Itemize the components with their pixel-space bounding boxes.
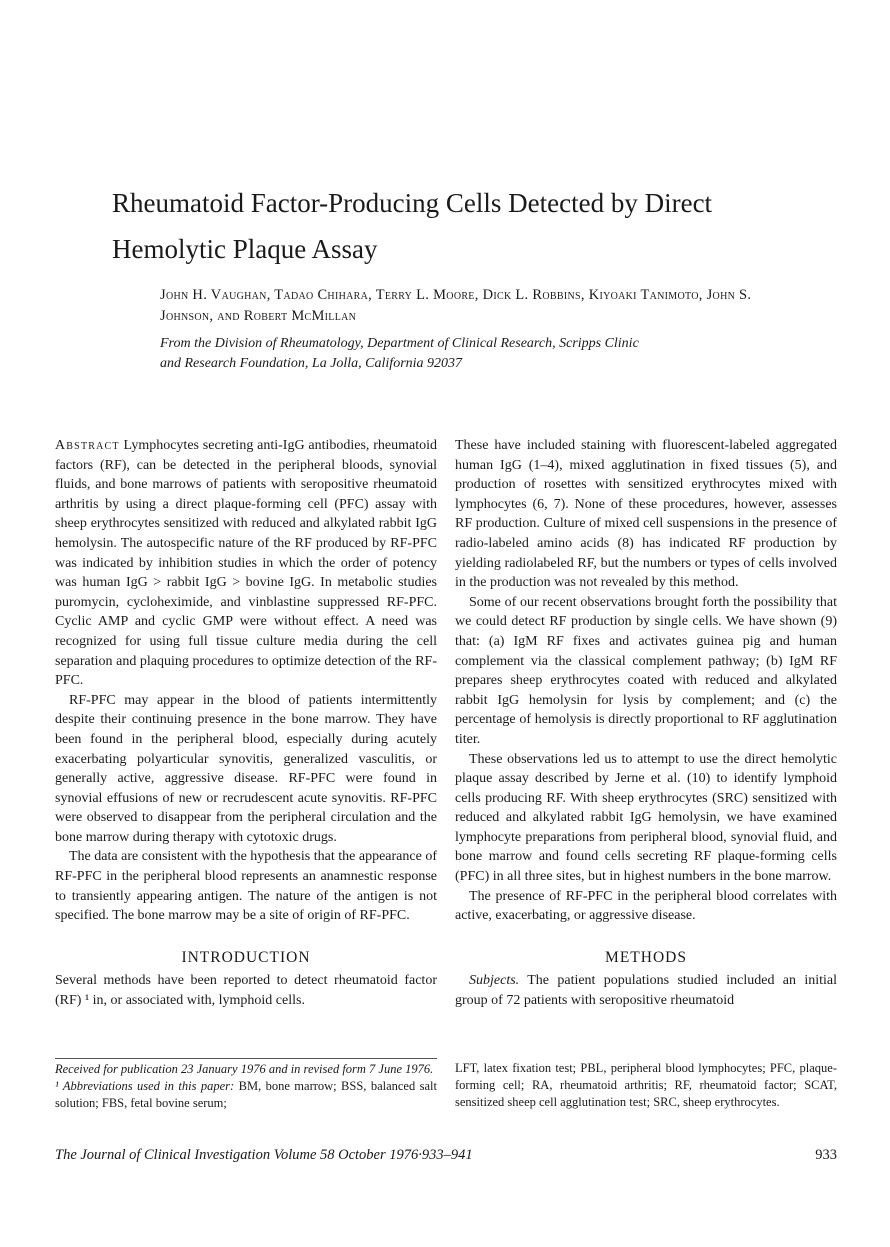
page-number: 933 xyxy=(815,1147,837,1163)
methods-heading: METHODS xyxy=(605,948,687,966)
abstract-paragraph-2: RF-PFC may appear in the blood of patients intermittently despite their continuing presence in the bone marrow. They have been found in the peripheral blood, especially during acutely exacerbating polyarticular synovitis, generalized vasculitis, or generally active, aggressive disease. RF-PFC were found in synovial effusions of new or recrudescent acute synovitis. RF-PFC were observed to disappear from the peripheral circulation and the bone marrow during therapy with cytotoxic drugs. xyxy=(55,692,437,845)
methods-paragraph-1 xyxy=(455,971,837,1010)
abstract-label: Abstract xyxy=(55,438,120,453)
affiliation: From the Division of Rheumatology, Department of Clinical Research, Scripps Clinic and Research Foundation, La Jolla, California 92037 xyxy=(160,336,639,371)
right-column xyxy=(455,436,837,1011)
author-list: John H. Vaughan, Tadao Chihara, Terry L. Moore, Dick L. Robbins, Kiyoaki Tanimoto, John S. Johnson, and Robert McMillan xyxy=(160,287,752,324)
introduction-paragraph-5: The presence of RF-PFC in the peripheral blood correlates with active, exacerbating, or aggressive disease. xyxy=(455,888,837,924)
footnotes-left xyxy=(55,1058,437,1112)
introduction-paragraph-2: These have included staining with fluorescent-labeled aggregated human IgG (1–4), mixed agglutination in fixed tissues (5), and production of rosettes with sensitized erythrocytes mixed with lymphocytes (6, 7). None of these procedures, however, assesses RF production. Culture of mixed cell suspensions in the presence of radio-labeled amino acids (8) has indicated RF production by yielding radiolabeled RF, but the numbers or types of cells involved in the production was not revealed by this method. xyxy=(455,438,837,591)
introduction-paragraph-1: Several methods have been reported to detect rheumatoid factor (RF) ¹ in, or associated with, lymphoid cells. xyxy=(55,973,437,1009)
left-column xyxy=(55,436,437,1011)
methods-text-1: The patient populations studied included an initial group of 72 patients with seropositive rheumatoid xyxy=(455,973,838,1009)
abbreviations-label: ¹ Abbreviations used in this paper: xyxy=(55,1079,235,1093)
abstract-text-1: Lymphocytes secreting anti-IgG antibodies, rheumatoid factors (RF), can be detected in the peripheral bloods, synovial fluids, and bone marrows of patients with seropositive rheumatoid arthritis by using a direct plaque-forming cell (PFC) assay with sheep erythrocytes sensitized with reduced and alkylated rabbit IgG hemolysin. The autospecific nature of the RF produced by RF-PFC was indicated by inhibition studies in which the order of potency was human IgG > rabbit IgG > bovine IgG. In metabolic studies puromycin, cycloheximide, and vinblastine suppressed RF-PFC. Cyclic AMP and cyclic GMP were without effect. A need was recognized for using full tissue culture media during the cell separation and plaquing procedures to optimize detection of the RF-PFC. xyxy=(55,438,437,689)
page-footer xyxy=(55,1147,837,1164)
abstract-paragraph-3: The data are consistent with the hypothesis that the appearance of RF-PFC in the peripheral blood represents an anamnestic response to transiently appearing antigen. The nature of the antigen is not specified. The bone marrow may be a site of origin of RF-PFC. xyxy=(55,849,437,924)
article-title: Rheumatoid Factor-Producing Cells Detected by Direct Hemolytic Plaque Assay xyxy=(112,188,713,264)
abbreviations-note xyxy=(55,1078,437,1112)
received-note: Received for publication 23 January 1976 and in revised form 7 June 1976. xyxy=(55,1062,434,1076)
footnotes-right xyxy=(455,1060,837,1111)
introduction-heading: INTRODUCTION xyxy=(181,948,311,966)
methods-subhead: Subjects. xyxy=(469,973,520,989)
abstract-paragraph-1 xyxy=(55,436,437,691)
journal-citation: The Journal of Clinical Investigation Volume 58 October 1976·933–941 xyxy=(55,1147,473,1163)
introduction-paragraph-4: These observations led us to attempt to use the direct hemolytic plaque assay described by Jerne et al. (10) to identify lymphoid cells producing RF. With sheep erythrocytes (SRC) sensitized with reduced and alkylated rabbit IgG hemolysin, we have examined lymphocyte preparations from peripheral blood, synovial fluid, and bone marrow and found cells secreting RF plaque-forming cells (PFC) in all three sites, but in highest numbers in the bone marrow. xyxy=(455,751,837,885)
abbreviations-text-left: BM, bone marrow; BSS, balanced salt solution; FBS, fetal bovine serum; xyxy=(55,1079,437,1110)
introduction-paragraph-3: Some of our recent observations brought forth the possibility that we could detect RF production by single cells. We have shown (9) that: (a) IgM RF fixes and activates guinea pig and human complement via the classical complement pathway; (b) IgM RF prepares sheep erythrocytes coated with reduced and alkylated rabbit IgG hemolysin for lysis by complement; and (c) the percentage of hemolysis is directly proportional to RF agglutination titer. xyxy=(455,594,837,747)
abbreviations-text-right: LFT, latex fixation test; PBL, peripheral blood lymphocytes; PFC, plaque-forming cell; RA, rheumatoid arthritis; RF, rheumatoid factor; SCAT, sensitized sheep cell agglutination test; SRC, sheep erythrocytes. xyxy=(455,1061,837,1109)
